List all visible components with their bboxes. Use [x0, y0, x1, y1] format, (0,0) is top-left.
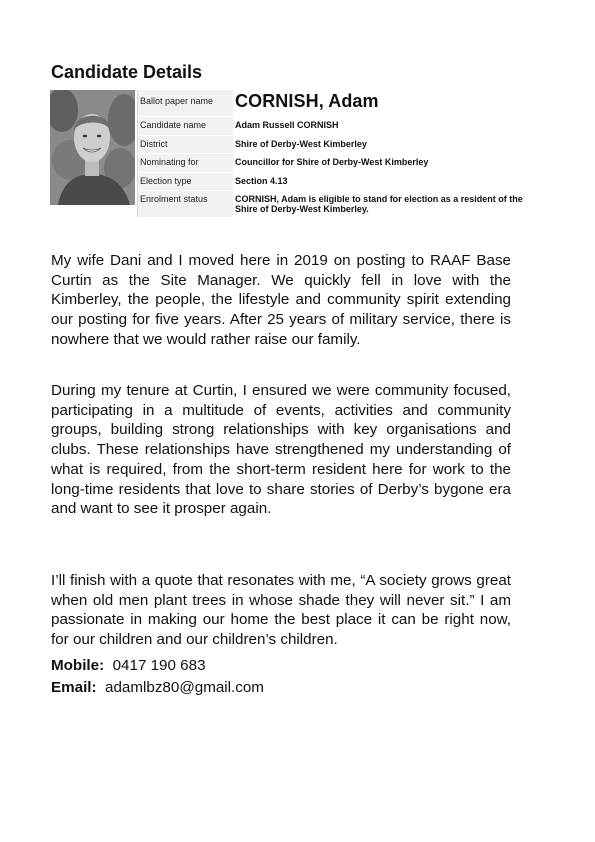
ballot-name-label: Ballot paper name [137, 90, 233, 116]
page-title: Candidate Details [51, 62, 203, 82]
enrolment-status-row [137, 191, 537, 218]
enrolment-status-label: Enrolment status [137, 191, 233, 217]
district-row [137, 136, 537, 155]
election-type-value: Section 4.13 [235, 175, 288, 186]
statement-paragraph-2: During my tenure at Curtin, I ensured we were community focused, participating in a multitude of events, activities and community groups, building strong relationships with key organisations and clubs. These relationships have strengthened my understanding of what is required, from the short-term resident here for work to the long-time residents that love to share stories of Derby’s bygone era and want to see it prosper again. [51, 382, 511, 518]
statement-paragraph-1: My wife Dani and I moved here in 2019 on posting to RAAF Base Curtin as the Site Manager. We quickly fell in love with the Kimberley, the people, the lifestyle and community spirit extending our posting for five years. After 25 years of military service, there is nowhere that we would rather raise our family. [51, 252, 511, 348]
candidate-name-value: Adam Russell CORNISH [235, 120, 339, 130]
election-type-row [137, 173, 537, 192]
ballot-name-value: CORNISH, Adam [235, 91, 379, 111]
candidate-name-label: Candidate name [137, 117, 233, 135]
nominating-label: Nominating for [137, 154, 233, 172]
district-value: Shire of Derby-West Kimberley [235, 138, 367, 149]
ballot-name-row [137, 90, 537, 117]
contact-mobile [51, 656, 206, 676]
candidate-details-table [137, 90, 537, 218]
candidate-name-row [137, 117, 537, 136]
candidate-photo [50, 90, 135, 205]
election-type-label: Election type [137, 173, 233, 191]
mobile-label: Mobile: [51, 657, 105, 674]
enrolment-status-value: CORNISH, Adam is eligible to stand for election as a resident of the Shire of Derby-West Kimberley. [235, 194, 523, 214]
email-value[interactable]: adamlbz80@gmail.com [105, 679, 264, 696]
contact-email [51, 678, 264, 698]
statement-paragraph-3: I’ll finish with a quote that resonates with me, “A society grows great when old men plant trees in whose shade they will never sit.” I am passionate in making our home the best place it can be right now, for our children and our children’s children. [51, 572, 511, 649]
mobile-value: 0417 190 683 [112, 657, 206, 674]
email-label: Email: [51, 679, 97, 696]
district-label: District [137, 136, 233, 154]
nominating-row [137, 154, 537, 173]
nominating-value: Councillor for Shire of Derby-West Kimberley [235, 157, 429, 167]
